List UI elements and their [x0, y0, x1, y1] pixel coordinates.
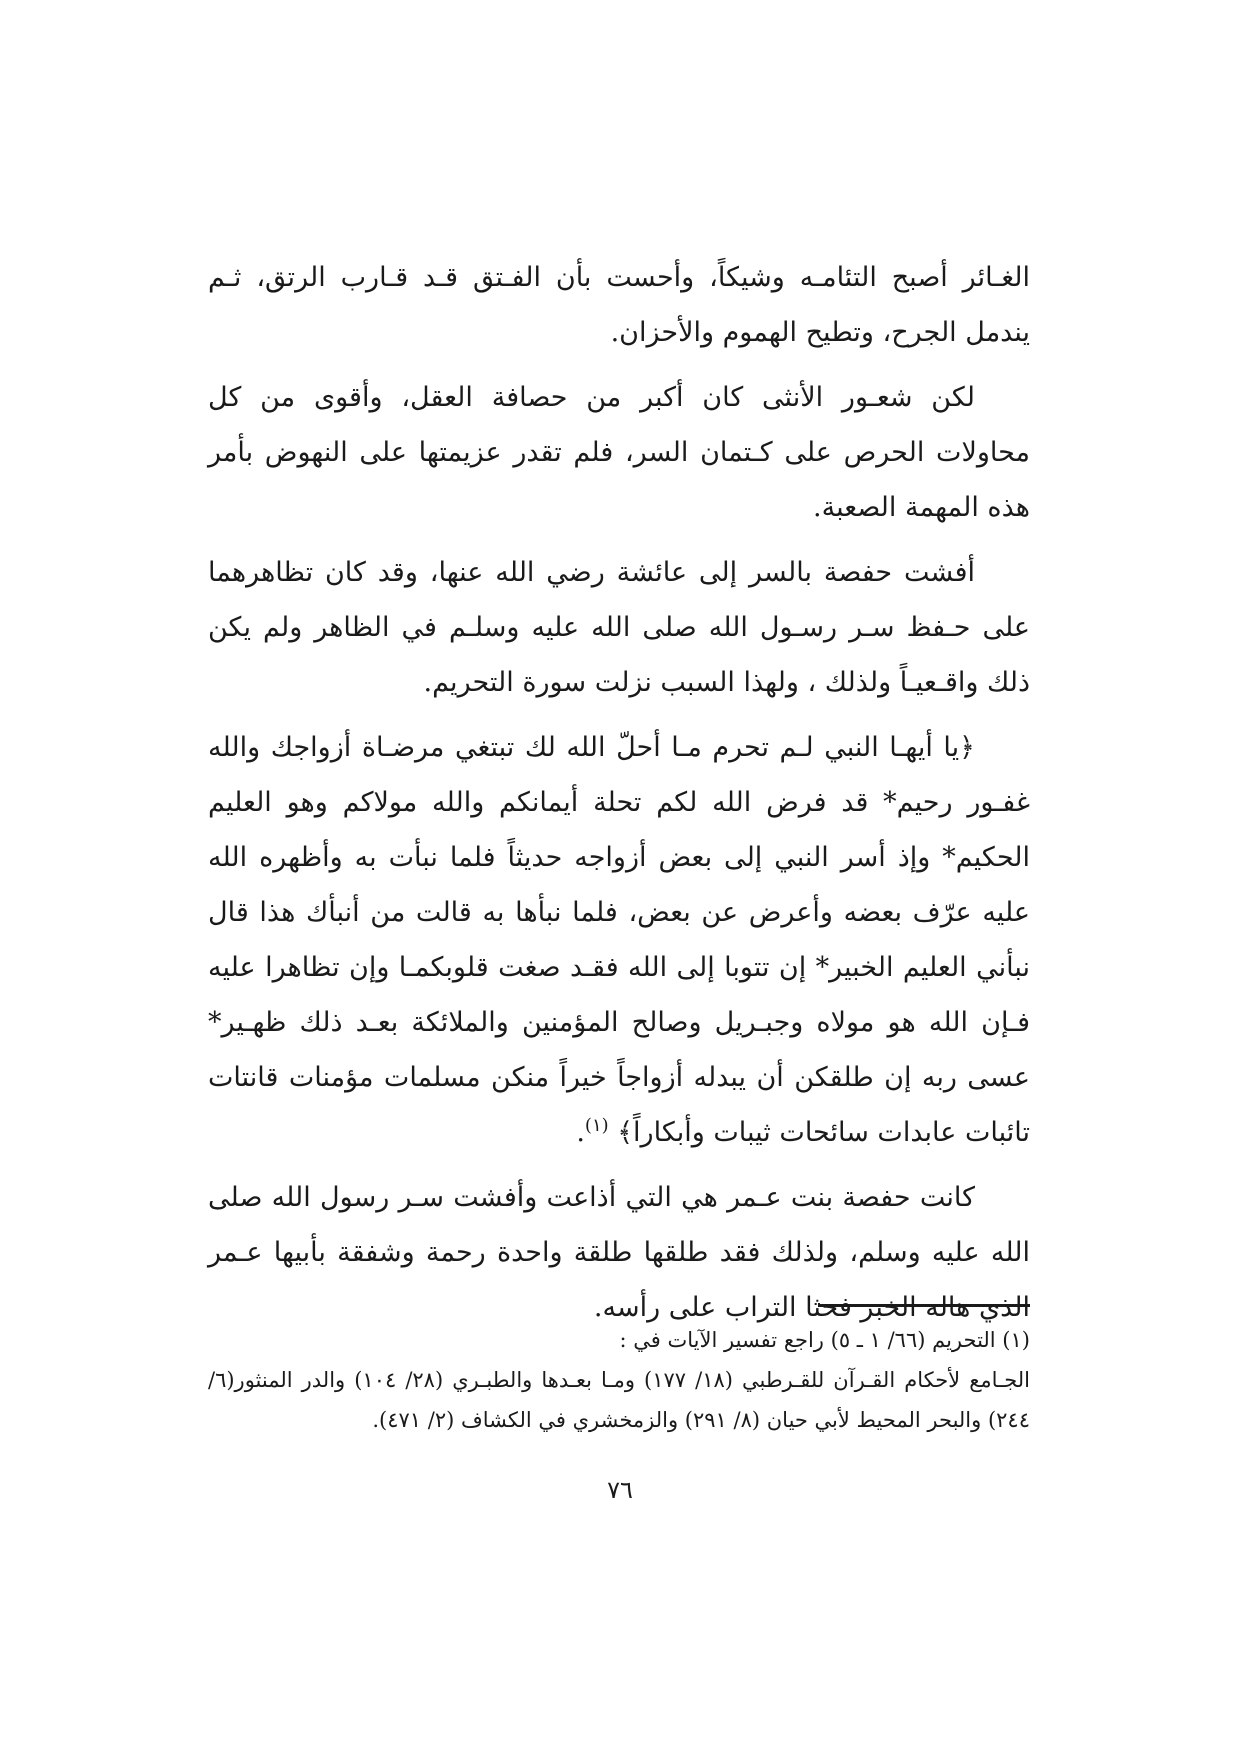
- quran-verse-text: ﴿يا أيهـا النبي لـم تحرم مـا أحلّ الله لك تبتغي مرضـاة أزواجك والله غفـور رحيم* قد فرض الله لكم تحلة أيمانكم والله مولاكم وهو العليم الحكيم* وإذ أسر النبي إلى بعض أزواجه حديثاً فلما نبأت به وأظهره الله عليه عرّف بعضه وأعرض عن بعض، فلما نبأها به قالت من أنبأك هذا قال نبأني العليم الخبير* إن تتوبا إلى الله فقـد صغت قلوبكمـا وإن تظاهرا عليه فـإن الله هو مولاه وجبـريل وصالح المؤمنين والملائكة بعـد ذلك ظهـير* عسى ربه إن طلقكن أن يبدله أزواجاً خيراً منكن مسلمات مؤمنات قانتات تائبات عابدات سائحات ثيبات وأبكاراً﴾: [208, 732, 1030, 1148]
- verse-end-punctuation: .: [576, 1117, 585, 1148]
- footnotes-block: [208, 1320, 1030, 1440]
- footnote-reference: (١): [584, 1115, 609, 1136]
- paragraph-5: كانت حفصة بنت عـمر هي التي أذاعت وأفشت سـر رسول الله صلى الله عليه وسلم، ولذلك فقد طلقها طلقة واحدة رحمة وشفقة بأبيها عـمر الذي هاله الخبر فحثا التراب على رأسه.: [208, 1182, 1030, 1323]
- footnote-line-2: الجـامع لأحكام القـرآن للقـرطبي (١٨/ ١٧٧) ومـا بعـدها والطبـري (٢٨/ ١٠٤) والدر المنثور(٦/ ٢٤٤) والبحر المحيط لأبي حيان (٨/ ٢٩١) والزمخشري في الكشاف (٢/ ٤٧١).: [208, 1368, 1030, 1432]
- paragraph-2: لكن شعـور الأنثى كان أكبر من حصافة العقل، وأقوى من كل محاولات الحرص على كـتمان السر، فلم تقدر عزيمتها على النهوض بأمر هذه المهمة الصعبة.: [208, 382, 1030, 523]
- page-number: ٧٦: [607, 1476, 633, 1504]
- footnote-line-1: (١) التحريم (٦٦/ ١ ـ ٥) راجع تفسير الآيات في :: [619, 1328, 1030, 1352]
- footnote-separator: [818, 1304, 1030, 1307]
- paragraph-quran-verse: [208, 720, 1030, 1160]
- paragraph-1: الغـائر أصبح التئامـه وشيكاً، وأحست بأن الفـتق قـد قـارب الرتق، ثـم يندمل الجرح، وتطيح الهموم والأحزان.: [208, 262, 1030, 348]
- main-text-block: [208, 250, 1030, 1345]
- paragraph-3: أفشت حفصة بالسر إلى عائشة رضي الله عنها، وقد كان تظاهرهما على حـفظ سـر رسـول الله صلى الله عليه وسلـم في الظاهر ولم يكن ذلك واقـعيـاً ولذلك ، ولهذا السبب نزلت سورة التحريم.: [208, 557, 1030, 698]
